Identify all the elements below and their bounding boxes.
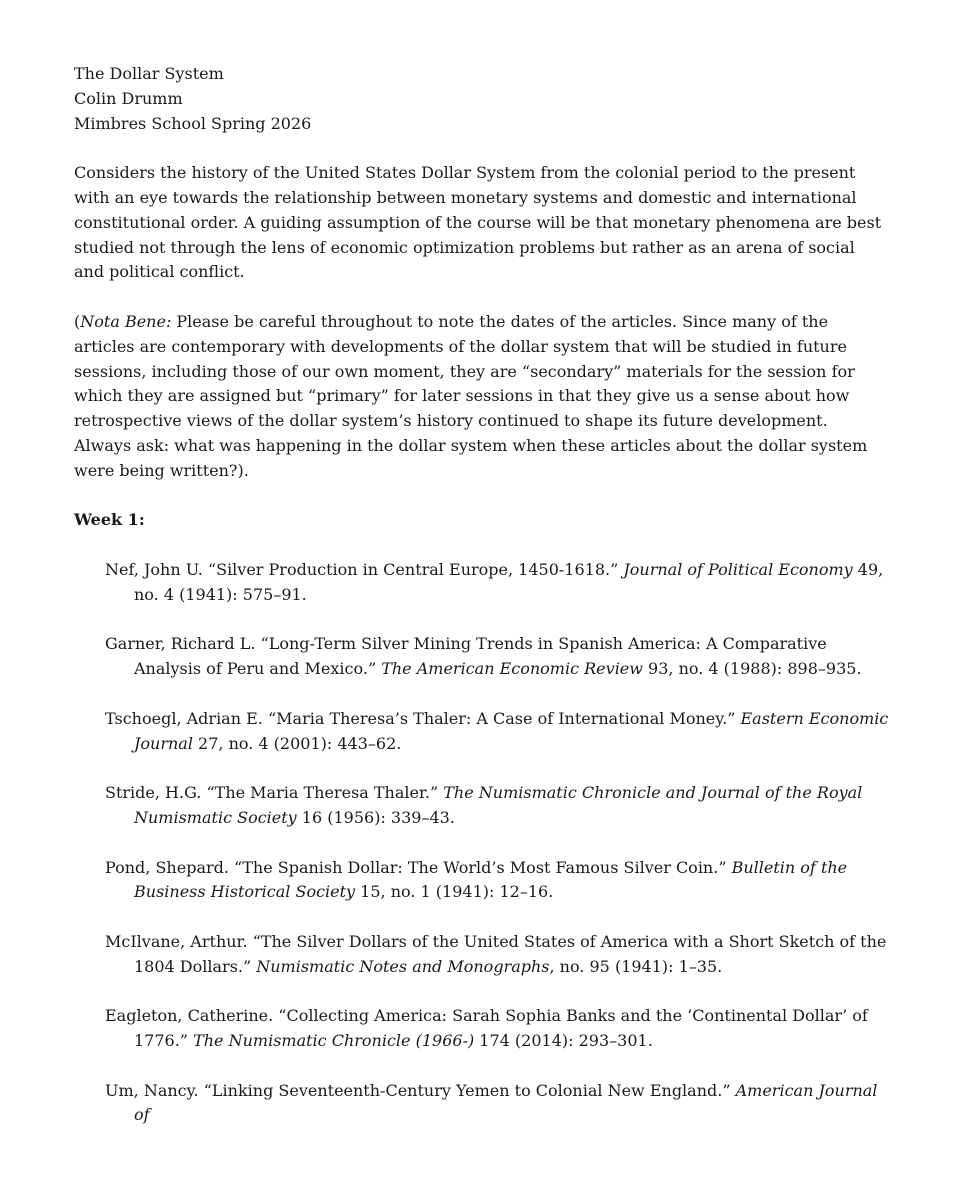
reading-entry (74, 1004, 889, 1054)
nota-bene-paragraph (74, 310, 889, 484)
journal-title: Eastern Economic Journal (134, 708, 889, 753)
reading-entry (74, 632, 889, 682)
citation-lead: Tschoegl, Adrian E. “Maria Theresa’s Thaler: A Case of International Money.” (105, 708, 741, 728)
week-1-heading: Week 1: (74, 510, 145, 530)
citation-lead: Pond, Shepard. “The Spanish Dollar: The World’s Most Famous Silver Coin.” (105, 857, 732, 877)
course-title: The Dollar System (74, 64, 224, 83)
citation-tail: 49, no. 4 (1941): 575–91. (134, 559, 884, 604)
journal-title: American Journal of (134, 1080, 878, 1125)
citation-lead: Eagleton, Catherine. “Collecting America: Sarah Sophia Banks and the ‘Continental Dollar’ of 1776.” (105, 1006, 868, 1051)
citation-tail: 15, no. 1 (1941): 12–16. (355, 882, 554, 902)
citation-tail: 27, no. 4 (2001): 443–62. (192, 733, 402, 753)
citation-tail: 16 (1956): 339–43. (296, 807, 455, 827)
journal-title: Bulletin of the Business Historical Society (134, 857, 848, 902)
citation-tail: 93, no. 4 (1988): 898–935. (642, 659, 862, 679)
journal-title: The Numismatic Chronicle (1966-) (193, 1031, 475, 1051)
citation-tail: 174 (2014): 293–301. (474, 1031, 653, 1051)
reading-entry (74, 856, 889, 906)
citation-lead: Stride, H.G. “The Maria Theresa Thaler.” (105, 783, 444, 803)
citation-lead: Garner, Richard L. “Long-Term Silver Mining Trends in Spanish America: A Comparative Analysis of Peru and Mexico.” (105, 634, 827, 679)
course-term: Mimbres School Spring 2026 (74, 113, 312, 133)
instructor-name: Colin Drumm (74, 88, 183, 108)
journal-title: The American Economic Review (381, 659, 643, 679)
citation-tail: , no. 95 (1941): 1–35. (549, 956, 723, 976)
week-1-reading-list (74, 558, 889, 1128)
reading-entry (74, 707, 889, 757)
citation-lead: Nef, John U. “Silver Production in Central Europe, 1450-1618.” (105, 559, 624, 579)
reading-entry (74, 930, 889, 980)
citation-lead: Um, Nancy. “Linking Seventeenth-Century Yemen to Colonial New England.” (105, 1080, 736, 1100)
journal-title: Numismatic Notes and Monographs (256, 956, 550, 976)
course-description: Considers the history of the United States Dollar System from the colonial period to the present with an eye towards the relationship between monetary systems and domestic and international constitutional order. A guiding assumption of the course will be that monetary phenomena are best studied not through the lens of economic optimization problems but rather as an arena of social and political conflict. (74, 163, 882, 282)
citation-lead: McIlvane, Arthur. “The Silver Dollars of the United States of America with a Short Sketch of the 1804 Dollars.” (105, 931, 887, 976)
reading-entry (74, 781, 889, 831)
nota-bene-label: Nota Bene: (80, 311, 172, 331)
journal-title: The Numismatic Chronicle and Journal of the Royal Numismatic Society (134, 783, 863, 827)
nota-bene-text: Please be careful throughout to note the dates of the articles. Since many of the articles are contemporary with developments of the dollar system that will be studied in future sessions, including those of our own moment, they are “secondary” materials for the session for which they are assigned but “primary” for later sessions in that they give us a sense about how retrospective views of the dollar system’s history continued to shape its future development. Always ask: what was happening in the dollar system when these articles about the dollar system were being written?). (74, 311, 868, 480)
reading-entry (74, 1079, 889, 1129)
reading-entry (74, 558, 889, 608)
syllabus-page (74, 62, 889, 1153)
nota-bene-open-paren: ( (74, 311, 81, 331)
journal-title: Journal of Political Economy (623, 559, 853, 579)
